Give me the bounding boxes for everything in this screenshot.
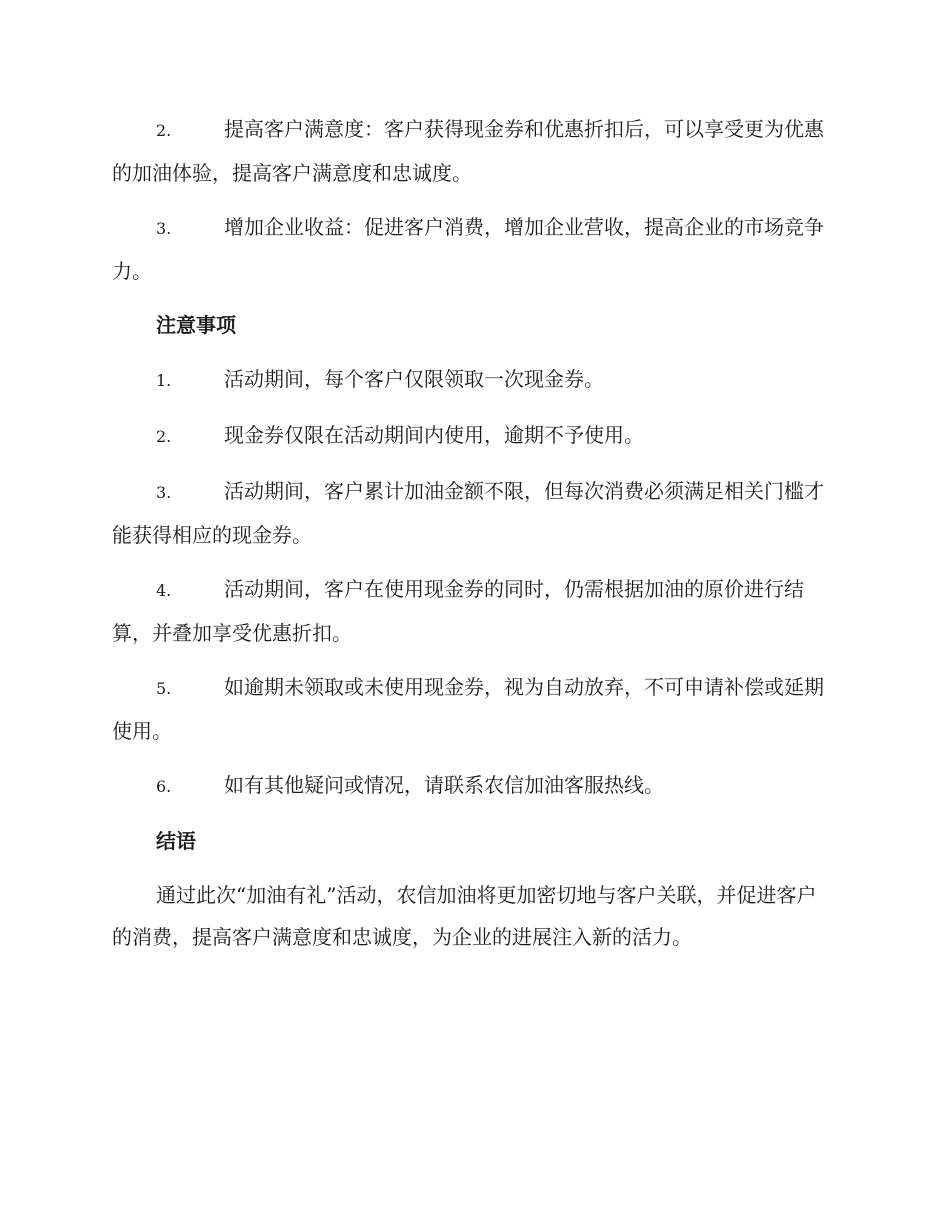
list-text: 活动期间，客户累计加油金额不限，但每次消费必须满足相关门槛才能获得相应的现金券。	[112, 479, 824, 547]
list-number: 2.	[156, 121, 172, 140]
list-item	[112, 108, 832, 194]
document-page	[112, 108, 832, 970]
list-item	[112, 358, 832, 402]
list-item	[112, 568, 832, 654]
list-text: 如逾期未领取或未使用现金券，视为自动放弃，不可申请补偿或延期使用。	[112, 675, 824, 743]
list-text: 现金券仅限在活动期间内使用，逾期不予使用。	[224, 423, 644, 447]
list-text: 增加企业收益：促进客户消费，增加企业营收，提高企业的市场竞争力。	[112, 215, 824, 283]
list-number: 3.	[156, 219, 172, 238]
list-item	[112, 206, 832, 292]
list-text: 提高客户满意度：客户获得现金券和优惠折扣后，可以享受更为优惠的加油体验，提高客户满意度和忠诚度。	[112, 117, 824, 185]
list-text: 活动期间，客户在使用现金券的同时，仍需根据加油的原价进行结算，并叠加享受优惠折扣。	[112, 577, 804, 645]
section-heading-conclusion: 结语	[156, 829, 196, 853]
list-number: 3.	[156, 483, 172, 502]
list-number: 4.	[156, 581, 172, 600]
list-item	[112, 666, 832, 752]
list-item	[112, 764, 832, 808]
section-heading-notes: 注意事项	[156, 313, 236, 337]
list-item	[112, 414, 832, 458]
list-text: 活动期间，每个客户仅限领取一次现金券。	[224, 367, 604, 391]
list-item	[112, 470, 832, 556]
list-number: 2.	[156, 427, 172, 446]
list-number: 5.	[156, 679, 172, 698]
list-text: 如有其他疑问或情况，请联系农信加油客服热线。	[224, 773, 664, 797]
list-number: 6.	[156, 777, 172, 796]
list-number: 1.	[156, 371, 172, 390]
conclusion-paragraph: 通过此次“加油有礼”活动，农信加油将更加密切地与客户关联，并促进客户的消费，提高客户满意度和忠诚度，为企业的进展注入新的活力。	[112, 883, 817, 949]
